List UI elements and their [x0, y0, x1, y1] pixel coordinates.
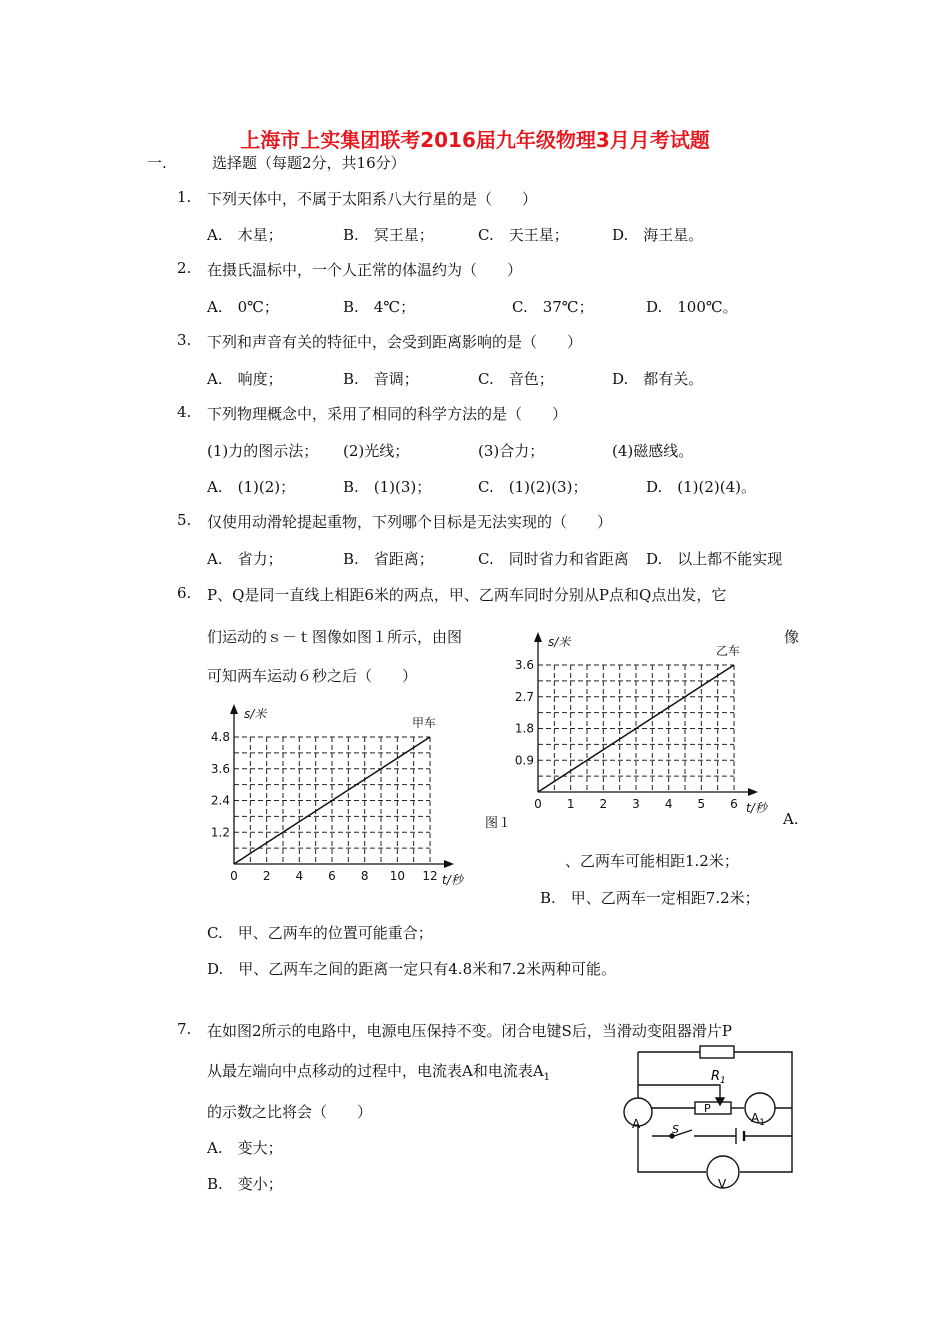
chart-yi [500, 628, 790, 818]
q3-option-b: B. 音调； [343, 370, 419, 388]
q6-number: 6. [177, 584, 192, 602]
x-axis-label: t/秒 [442, 873, 463, 887]
q5-number: 5. [177, 511, 192, 529]
x-tick-label: 0 [534, 797, 542, 811]
x-tick-label: 2 [262, 869, 271, 883]
y-axis-arrow [230, 704, 238, 714]
y-axis-arrow [534, 632, 542, 642]
q3-option-c: C. 音色； [478, 370, 554, 388]
label-s: S [672, 1123, 679, 1136]
x-tick-label: 12 [422, 869, 438, 883]
q4-option-c: C. (1)(2)(3)； [478, 478, 588, 496]
q4-option-b: B. (1)(3)； [343, 478, 432, 496]
q3-text: 下列和声音有关的特征中，会受到距离影响的是（ ） [207, 333, 583, 351]
q7-number: 7. [177, 1020, 192, 1038]
x-tick-label: 0 [230, 869, 238, 883]
section-label: 选择题（每题2分，共16分） [212, 154, 406, 172]
y-tick-label: 2.4 [210, 793, 230, 808]
chart-jia [200, 700, 480, 890]
wire-slider [638, 1085, 720, 1100]
x-tick-label: 4 [295, 869, 304, 883]
x-tick-label: 10 [389, 869, 405, 883]
x-tick-label: 8 [360, 869, 369, 883]
page-title: 上海市上实集团联考2016届九年级物理3月月考试题 [240, 128, 710, 152]
x-tick-label: 3 [632, 797, 640, 811]
label-a1: $A_1$ [751, 1111, 765, 1128]
q7-line2 [207, 1060, 550, 1083]
x-tick-label: 6 [328, 869, 336, 883]
y-axis-label: s/米 [244, 707, 267, 721]
q6-line1: P、Q是同一直线上相距6米的两点，甲、乙两车同时分别从P点和Q点出发，它 [207, 586, 727, 604]
section-number: 一. [147, 154, 167, 172]
q1-text: 下列天体中，不属于太阳系八大行星的是（ ） [207, 190, 538, 208]
series-label: 乙车 [716, 644, 741, 658]
q4-item-1: (1)力的图示法； [207, 442, 319, 460]
series-label: 甲车 [412, 716, 437, 730]
q5-option-b: B. 省距离； [343, 550, 434, 568]
q7-option-a: A. 变大； [207, 1139, 283, 1157]
q6-option-a-prefix: A. [783, 810, 799, 828]
q1-option-a: A. 木星； [207, 226, 283, 244]
q1-option-c: C. 天王星； [478, 226, 569, 244]
q2-option-c: C. 37℃； [512, 298, 594, 316]
label-a: A [632, 1117, 641, 1131]
rheostat-r1 [695, 1102, 731, 1114]
y-axis-label: s/米 [548, 635, 571, 649]
q5-option-a: A. 省力； [207, 550, 283, 568]
q6-option-b: B. 甲、乙两车一定相距7.2米； [540, 889, 760, 907]
resistor-top [700, 1046, 734, 1058]
x-tick-label: 1 [566, 797, 575, 811]
q2-text: 在摄氏温标中，一个人正常的体温约为（ ） [207, 261, 523, 279]
y-tick-label: 3.6 [514, 658, 534, 672]
q3-option-d: D. 都有关。 [612, 370, 704, 388]
q5-option-d: D. 以上都不能实现 [646, 550, 783, 568]
label-p: P [704, 1102, 711, 1115]
y-tick-label: 3.6 [210, 761, 230, 776]
q7-line1: 在如图2所示的电路中，电源电压保持不变。闭合电键S后，当滑动变阻器滑片P [207, 1022, 732, 1040]
circuit-diagram [620, 1040, 805, 1190]
y-tick-label: 4.8 [210, 730, 230, 744]
figure-1-label: 图１ [485, 816, 512, 831]
x-tick-label: 4 [664, 797, 673, 811]
y-tick-label: 2.7 [514, 689, 534, 704]
y-tick-label: 0.9 [514, 753, 534, 768]
q6-line2b: 像 [784, 628, 800, 646]
q6-option-d: D. 甲、乙两车之间的距离一定只有4.8米和7.2米两种可能。 [207, 960, 616, 978]
y-tick-label: 1.8 [514, 721, 534, 736]
x-axis-label: t/秒 [746, 801, 767, 815]
y-tick-label: 1.2 [210, 825, 230, 840]
q5-text: 仅使用动滑轮提起重物，下列哪个目标是无法实现的（ ） [207, 513, 613, 531]
q1-option-b: B. 冥王星； [343, 226, 434, 244]
label-v: V [718, 1177, 727, 1190]
wire-right-bottom [734, 1052, 792, 1172]
q4-text: 下列物理概念中，采用了相同的科学方法的是（ ） [207, 405, 568, 423]
q2-option-b: B. 4℃； [343, 298, 416, 316]
q2-number: 2. [177, 259, 192, 277]
q4-item-3: (3)合力； [478, 442, 545, 460]
q4-item-4: (4)磁感线。 [612, 442, 694, 460]
x-tick-label: 6 [730, 797, 738, 811]
q7-line3: 的示数之比将会（ ） [207, 1103, 373, 1121]
x-axis-arrow [748, 788, 758, 796]
q4-option-a: A. (1)(2)； [207, 478, 296, 496]
q7-option-b: B. 变小； [207, 1175, 283, 1193]
q6-line3: 可知两车运动６秒之后（ ） [207, 667, 418, 685]
q2-option-a: A. 0℃； [207, 298, 279, 316]
q7-line2-sub: 1 [543, 1072, 551, 1083]
q6-option-c: C. 甲、乙两车的位置可能重合； [207, 924, 433, 942]
q1-number: 1. [177, 188, 192, 206]
q4-option-d: D. (1)(2)(4)。 [646, 478, 757, 496]
label-r1: $R_1$ [711, 1069, 726, 1086]
q4-number: 4. [177, 403, 192, 421]
q3-number: 3. [177, 331, 192, 349]
x-tick-label: 5 [697, 797, 706, 811]
q7-line2-text: 从最左端向中点移动的过程中，电流表A和电流表A [207, 1062, 544, 1080]
q1-option-d: D. 海王星。 [612, 226, 704, 244]
q2-option-d: D. 100℃。 [646, 298, 738, 316]
x-axis-arrow [444, 860, 454, 868]
q5-option-c: C. 同时省力和省距离 [478, 550, 629, 568]
q3-option-a: A. 响度； [207, 370, 283, 388]
q4-item-2: (2)光线； [343, 442, 410, 460]
q6-line2a: 们运动的ｓ－ｔ图像如图１所示，由图 [207, 628, 463, 646]
q6-option-a-text: 、乙两车可能相距1.2米； [565, 852, 739, 870]
x-tick-label: 2 [599, 797, 608, 811]
